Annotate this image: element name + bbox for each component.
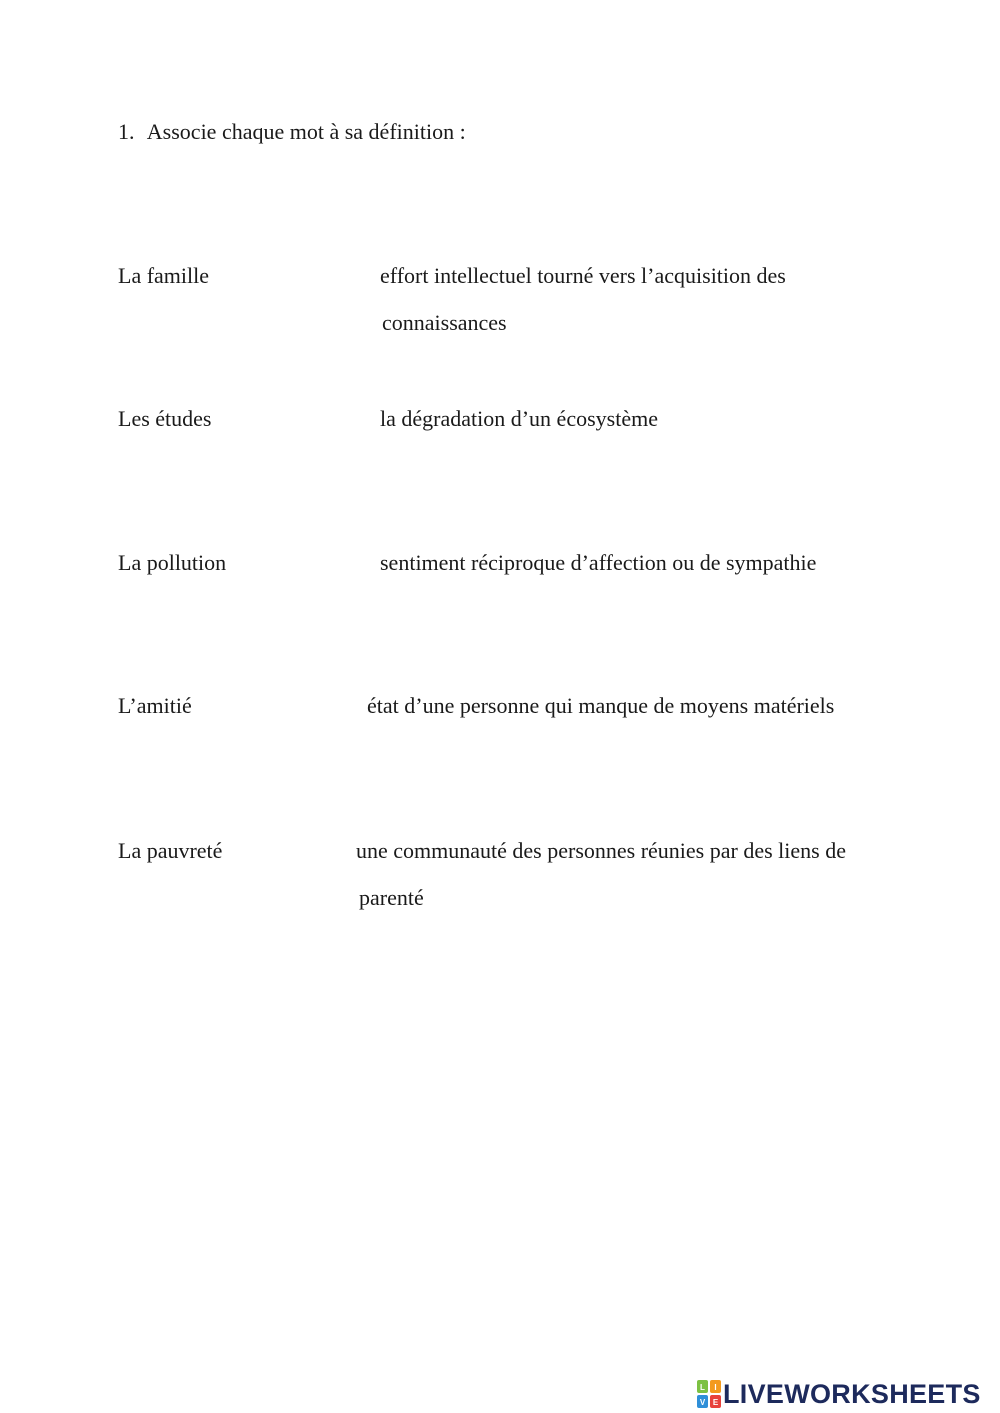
svg-text:E: E (712, 1398, 719, 1407)
word-item[interactable]: La pollution (118, 550, 227, 575)
svg-text:I: I (714, 1383, 717, 1392)
definition-item[interactable]: effort intellectuel tourné vers l’acquisition des (380, 263, 786, 288)
definition-item[interactable]: une communauté des personnes réunies par des liens de (356, 838, 846, 863)
question-instruction: Associe chaque mot à sa définition : (146, 119, 466, 144)
definition-item-continuation: connaissances (382, 310, 507, 335)
definition-item-continuation: parenté (359, 885, 424, 910)
liveworksheets-logo-icon (697, 1380, 721, 1408)
word-item[interactable]: L’amitié (118, 693, 192, 718)
definition-item[interactable]: état d’une personne qui manque de moyens matériels (367, 693, 835, 718)
svg-text:V: V (699, 1398, 706, 1407)
definition-item[interactable]: sentiment réciproque d’affection ou de sympathie (380, 550, 817, 575)
svg-text:L: L (700, 1383, 705, 1392)
definition-item[interactable]: la dégradation d’un écosystème (380, 406, 658, 431)
word-item[interactable]: La pauvreté (118, 838, 223, 863)
liveworksheets-logo (697, 1378, 981, 1410)
word-item[interactable]: La famille (118, 263, 210, 288)
word-item[interactable]: Les études (118, 406, 212, 431)
question-number: 1. (118, 119, 135, 144)
question-heading (118, 118, 466, 146)
logo-text: LIVEWORKSHEETS (723, 1379, 981, 1409)
